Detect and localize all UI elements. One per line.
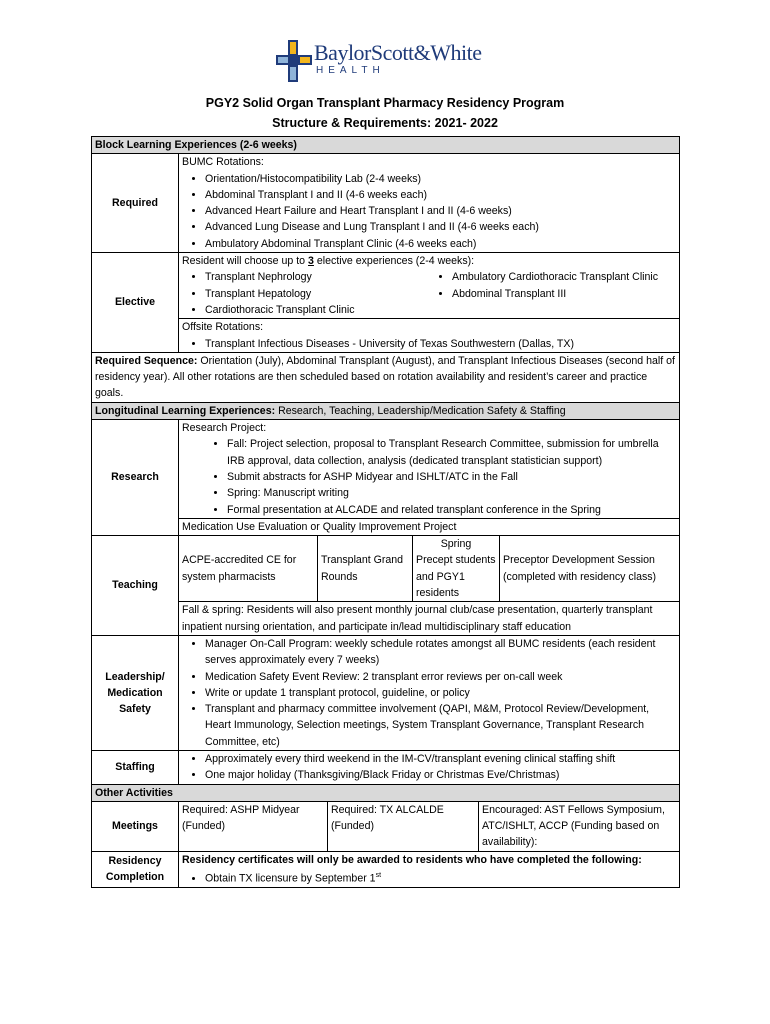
- sequence-text: Orientation (July), Abdominal Transplant (August), and Transplant Infectious Diseases (second half of residency year). All other rotations are then scheduled based on rotation availability and resident’s career and practice goals.: [95, 354, 675, 400]
- list-item: • Manager On-Call Program: weekly schedule rotates amongst all BUMC residents (each resident serves approximately every 7 weeks): [205, 636, 676, 669]
- block-header: Block Learning Experiences (2-6 weeks): [92, 137, 680, 154]
- elective-list-left: [182, 269, 429, 318]
- meet-ashp: Required: ASHP Midyear (Funded): [179, 802, 328, 851]
- list-item: • Obtain TX licensure by September 1st: [205, 868, 676, 887]
- teaching-precept-cell: [413, 536, 500, 601]
- list-item: • Transplant Hepatology: [205, 286, 429, 302]
- staffing-cell: [179, 750, 680, 784]
- elective-cell: [179, 253, 680, 319]
- mue-cell: Medication Use Evaluation or Quality Improvement Project: [179, 518, 680, 535]
- list-item: • Fall: Project selection, proposal to Transplant Research Committee, submission for umbrella IRB approval, data collection, analysis (dedicated transplant statistician support): [227, 436, 676, 469]
- completion-list: [182, 868, 676, 887]
- research-intro: Research Project:: [182, 422, 267, 435]
- cross-logo-icon: [276, 40, 312, 82]
- teaching-rounds: Transplant Grand Rounds: [318, 536, 413, 601]
- list-item: • Transplant Infectious Diseases - University of Texas Southwestern (Dallas, TX): [205, 336, 676, 352]
- leadership-cell: [179, 635, 680, 750]
- list-item: • Write or update 1 transplant protocol, guideline, or policy: [205, 685, 676, 701]
- list-item: • Transplant and pharmacy committee involvement (QAPI, M&M, Protocol Review/Development, Heart Immunology, Selection meetings, System Transplant Governance, Transplant Research Committee, etc): [205, 701, 676, 750]
- required-intro: BUMC Rotations:: [182, 156, 264, 169]
- longitudinal-header: Longitudinal Learning Experiences: Research, Teaching, Leadership/Medication Safety & Staffing: [92, 402, 680, 419]
- structure-table: [91, 136, 680, 888]
- offsite-cell: [179, 319, 680, 353]
- completion-cell: [179, 851, 680, 887]
- required-cell: [179, 154, 680, 253]
- list-item: • Formal presentation at ALCADE and related transplant conference in the Spring: [227, 502, 676, 518]
- research-list: [182, 436, 676, 517]
- sequence-label: Required Sequence:: [95, 354, 198, 367]
- completion-label: Residency Completion: [92, 851, 179, 887]
- list-item: • Advanced Heart Failure and Heart Transplant I and II (4-6 weeks): [205, 203, 676, 219]
- sequence-cell: [92, 352, 680, 402]
- completion-text: Residency certificates will only be awarded to residents who have completed the following:: [182, 853, 642, 866]
- list-item: • Abdominal Transplant III: [452, 286, 676, 302]
- teaching-ce: ACPE-accredited CE for system pharmacists: [179, 536, 318, 601]
- elective-intro: Resident will choose up to 3 elective experiences (2-4 weeks):: [182, 255, 475, 268]
- list-item: • Transplant Nephrology: [205, 269, 429, 285]
- staffing-label: Staffing: [92, 750, 179, 784]
- offsite-intro: Offsite Rotations:: [182, 321, 264, 334]
- meetings-grid: [179, 801, 680, 851]
- meetings-label: Meetings: [92, 801, 179, 851]
- list-item: • Orientation/Histocompatibility Lab (2-4 weeks): [205, 171, 676, 187]
- teaching-fall-cell: Fall & spring: Residents will also present monthly journal club/case presentation, quarterly transplant inpatient nursing orientation, and participate in/lead multidisciplinary staff education: [179, 602, 680, 636]
- list-item: • Advanced Lung Disease and Lung Transplant I and II (4-6 weeks each): [205, 219, 676, 235]
- baylor-logo: [276, 40, 486, 82]
- required-list: [182, 171, 676, 252]
- list-item: • Ambulatory Abdominal Transplant Clinic (4-6 weeks each): [205, 236, 676, 252]
- elective-list-right: [429, 269, 676, 302]
- list-item: • Spring: Manuscript writing: [227, 485, 676, 501]
- meet-alcalde: Required: TX ALCALDE (Funded): [328, 802, 479, 851]
- other-header: Other Activities: [92, 784, 680, 801]
- teaching-pds: Preceptor Development Session (completed with residency class): [503, 554, 657, 583]
- teaching-spring: Spring: [440, 538, 472, 551]
- staffing-list: [182, 751, 676, 784]
- teaching-grid: [179, 536, 680, 602]
- leadership-label: Leadership/ Medication Safety: [92, 635, 179, 750]
- offsite-list: [182, 336, 676, 352]
- teaching-precept: Precept students and PGY1 residents: [416, 554, 496, 600]
- list-item: • Cardiothoracic Transplant Clinic: [205, 302, 429, 318]
- meet-encouraged: Encouraged: AST Fellows Symposium, ATC/ISHLT, ACCP (Funding based on availability):: [482, 803, 665, 849]
- elective-label: Elective: [92, 253, 179, 353]
- research-cell: [179, 420, 680, 519]
- page-subtitle: Structure & Requirements: 2021- 2022: [272, 116, 498, 130]
- list-item: • Approximately every third weekend in the IM-CV/transplant evening clinical staffing shift: [205, 751, 676, 767]
- teaching-label: Teaching: [92, 536, 179, 636]
- leadership-list: [182, 636, 676, 750]
- list-item: • Abdominal Transplant I and II (4-6 weeks each): [205, 187, 676, 203]
- list-item: • Medication Safety Event Review: 2 transplant error reviews per on-call week: [205, 669, 676, 685]
- logo-sub: HEALTH: [316, 65, 385, 76]
- required-label: Required: [92, 154, 179, 253]
- list-item: • One major holiday (Thanksgiving/Black Friday or Christmas Eve/Christmas): [205, 767, 676, 783]
- research-label: Research: [92, 420, 179, 536]
- page-title: PGY2 Solid Organ Transplant Pharmacy Residency Program: [205, 96, 565, 110]
- list-item: • Ambulatory Cardiothoracic Transplant Clinic: [452, 269, 676, 285]
- list-item: • Submit abstracts for ASHP Midyear and ISHLT/ATC in the Fall: [227, 469, 676, 485]
- logo-name: BaylorScott&White: [314, 40, 482, 65]
